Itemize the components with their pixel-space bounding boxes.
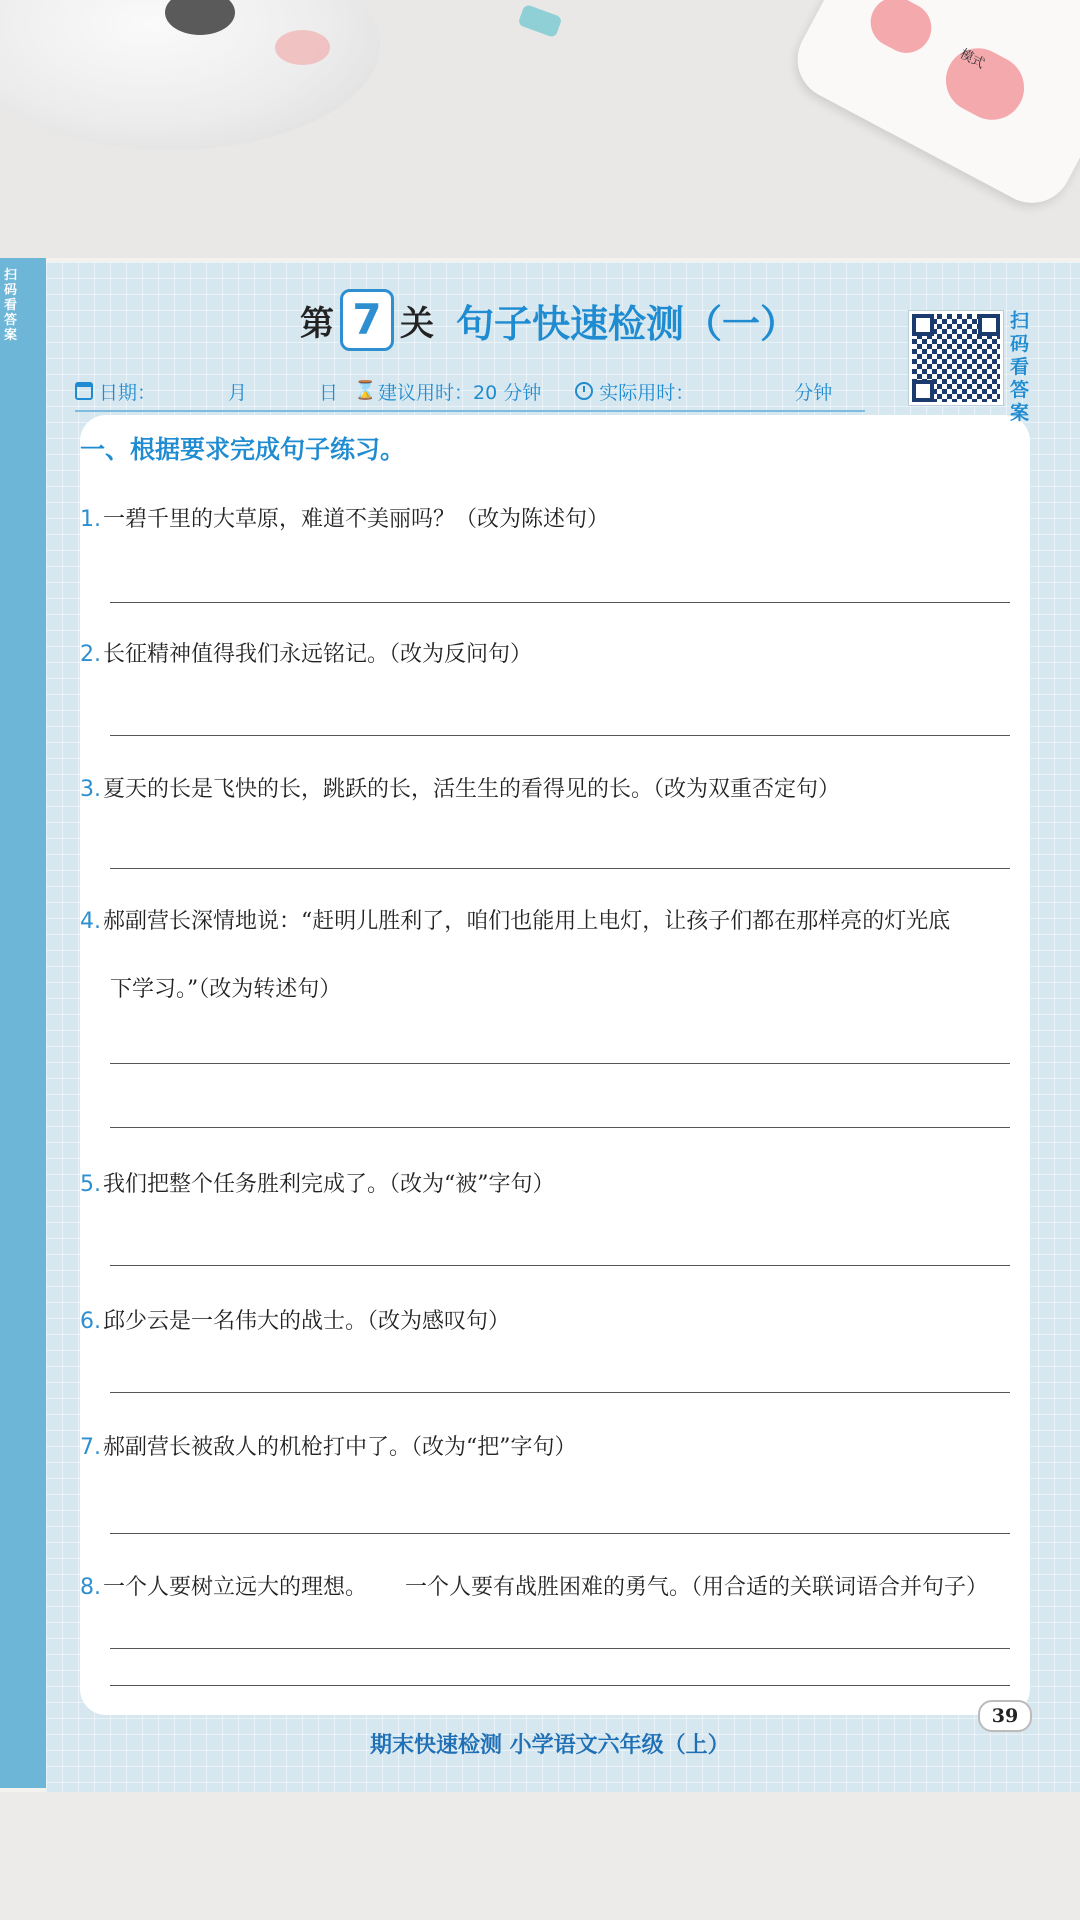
- question-5: [80, 1170, 1020, 1200]
- qr-eye: [978, 314, 1000, 336]
- question-text: 夏天的长是飞快的长，跳跃的长，活生生的看得见的长。（改为双重否定句）: [103, 777, 841, 802]
- worksheet-card: [80, 415, 1030, 1715]
- spine-text: 扫码看答案: [4, 268, 18, 343]
- minutes-label: 分钟: [794, 381, 833, 404]
- question-number: 2.: [80, 642, 101, 667]
- answer-line[interactable]: [110, 1533, 1010, 1534]
- question-text: 一碧千里的大草原，难道不美丽吗？（改为陈述句）: [103, 507, 610, 532]
- desk-surface: [0, 1792, 1080, 1920]
- date-label: 日期：: [99, 381, 157, 404]
- plush-cheek: [275, 30, 330, 65]
- title-suffix: 关: [400, 303, 434, 344]
- question-number: 7.: [80, 1435, 101, 1460]
- day-label: 日: [319, 381, 339, 404]
- month-label: 月: [228, 381, 248, 404]
- question-1: [80, 505, 1020, 535]
- question-2: [80, 640, 1020, 670]
- question-6: [80, 1307, 1020, 1337]
- question-number: 6.: [80, 1309, 101, 1334]
- question-text: 我们把整个任务胜利完成了。（改为“被”字句）: [103, 1172, 555, 1197]
- answer-line[interactable]: [110, 868, 1010, 869]
- question-text-b: 一个人要有战胜困难的勇气。（用合适的关联词语合并句子）: [405, 1575, 989, 1600]
- question-text: 郝副营长被敌人的机枪打中了。（改为“把”字句）: [103, 1435, 577, 1460]
- answer-line[interactable]: [110, 1063, 1010, 1064]
- info-row: [75, 372, 865, 412]
- question-number: 1.: [80, 507, 101, 532]
- qr-eye: [912, 380, 934, 402]
- book-spine: [0, 258, 46, 1788]
- qr-code[interactable]: [908, 310, 1004, 406]
- level-number: 7: [340, 289, 394, 351]
- qr-pattern: [912, 314, 1000, 402]
- answer-line[interactable]: [110, 1392, 1010, 1393]
- question-number: 8.: [80, 1575, 101, 1600]
- answer-line[interactable]: [110, 1648, 1010, 1649]
- suggested-time: 建议用时：20 分钟: [378, 381, 542, 404]
- keychain: [517, 4, 562, 38]
- question-text: 下学习。”（改为转述句）: [110, 977, 342, 1002]
- qr-eye: [912, 314, 934, 336]
- question-number: 3.: [80, 777, 101, 802]
- question-text: 邱少云是一名伟大的战士。（改为感叹句）: [103, 1309, 511, 1334]
- section-title: 一、根据要求完成句子练习。: [80, 435, 406, 464]
- question-number: 4.: [80, 909, 101, 934]
- question-text: 郝副营长深情地说：“赶明儿胜利了，咱们也能用上电灯，让孩子们都在那样亮的灯光底: [103, 909, 951, 934]
- hourglass-icon: ⌛: [354, 380, 377, 401]
- qr-caption: 扫码看答案: [1010, 310, 1030, 424]
- page-number: 39: [978, 1700, 1032, 1732]
- answer-line[interactable]: [110, 1685, 1010, 1686]
- answer-line[interactable]: [110, 602, 1010, 603]
- clock-icon: [575, 382, 593, 400]
- book-title-footer: 期末快速检测 小学语文六年级（上）: [370, 1733, 730, 1758]
- actual-time-label: 实际用时：: [599, 381, 695, 404]
- page-title: 句子快速检测（一）: [456, 301, 799, 346]
- question-number: 5.: [80, 1172, 101, 1197]
- title-row: [300, 290, 798, 350]
- device-body: [784, 0, 1080, 217]
- question-4: [80, 907, 1020, 937]
- question-8: [80, 1573, 1020, 1603]
- question-3: [80, 775, 1020, 805]
- device-label: 模式: [957, 46, 988, 72]
- question-4-continued: [110, 975, 1050, 1005]
- question-text: 长征精神值得我们永远铭记。（改为反问句）: [103, 642, 533, 667]
- answer-line[interactable]: [110, 735, 1010, 736]
- calendar-icon: [75, 382, 93, 400]
- question-7: [80, 1433, 1020, 1463]
- question-text: 一个人要树立远大的理想。: [103, 1575, 368, 1600]
- answer-line[interactable]: [110, 1265, 1010, 1266]
- title-prefix: 第: [300, 303, 334, 344]
- answer-line[interactable]: [110, 1127, 1010, 1128]
